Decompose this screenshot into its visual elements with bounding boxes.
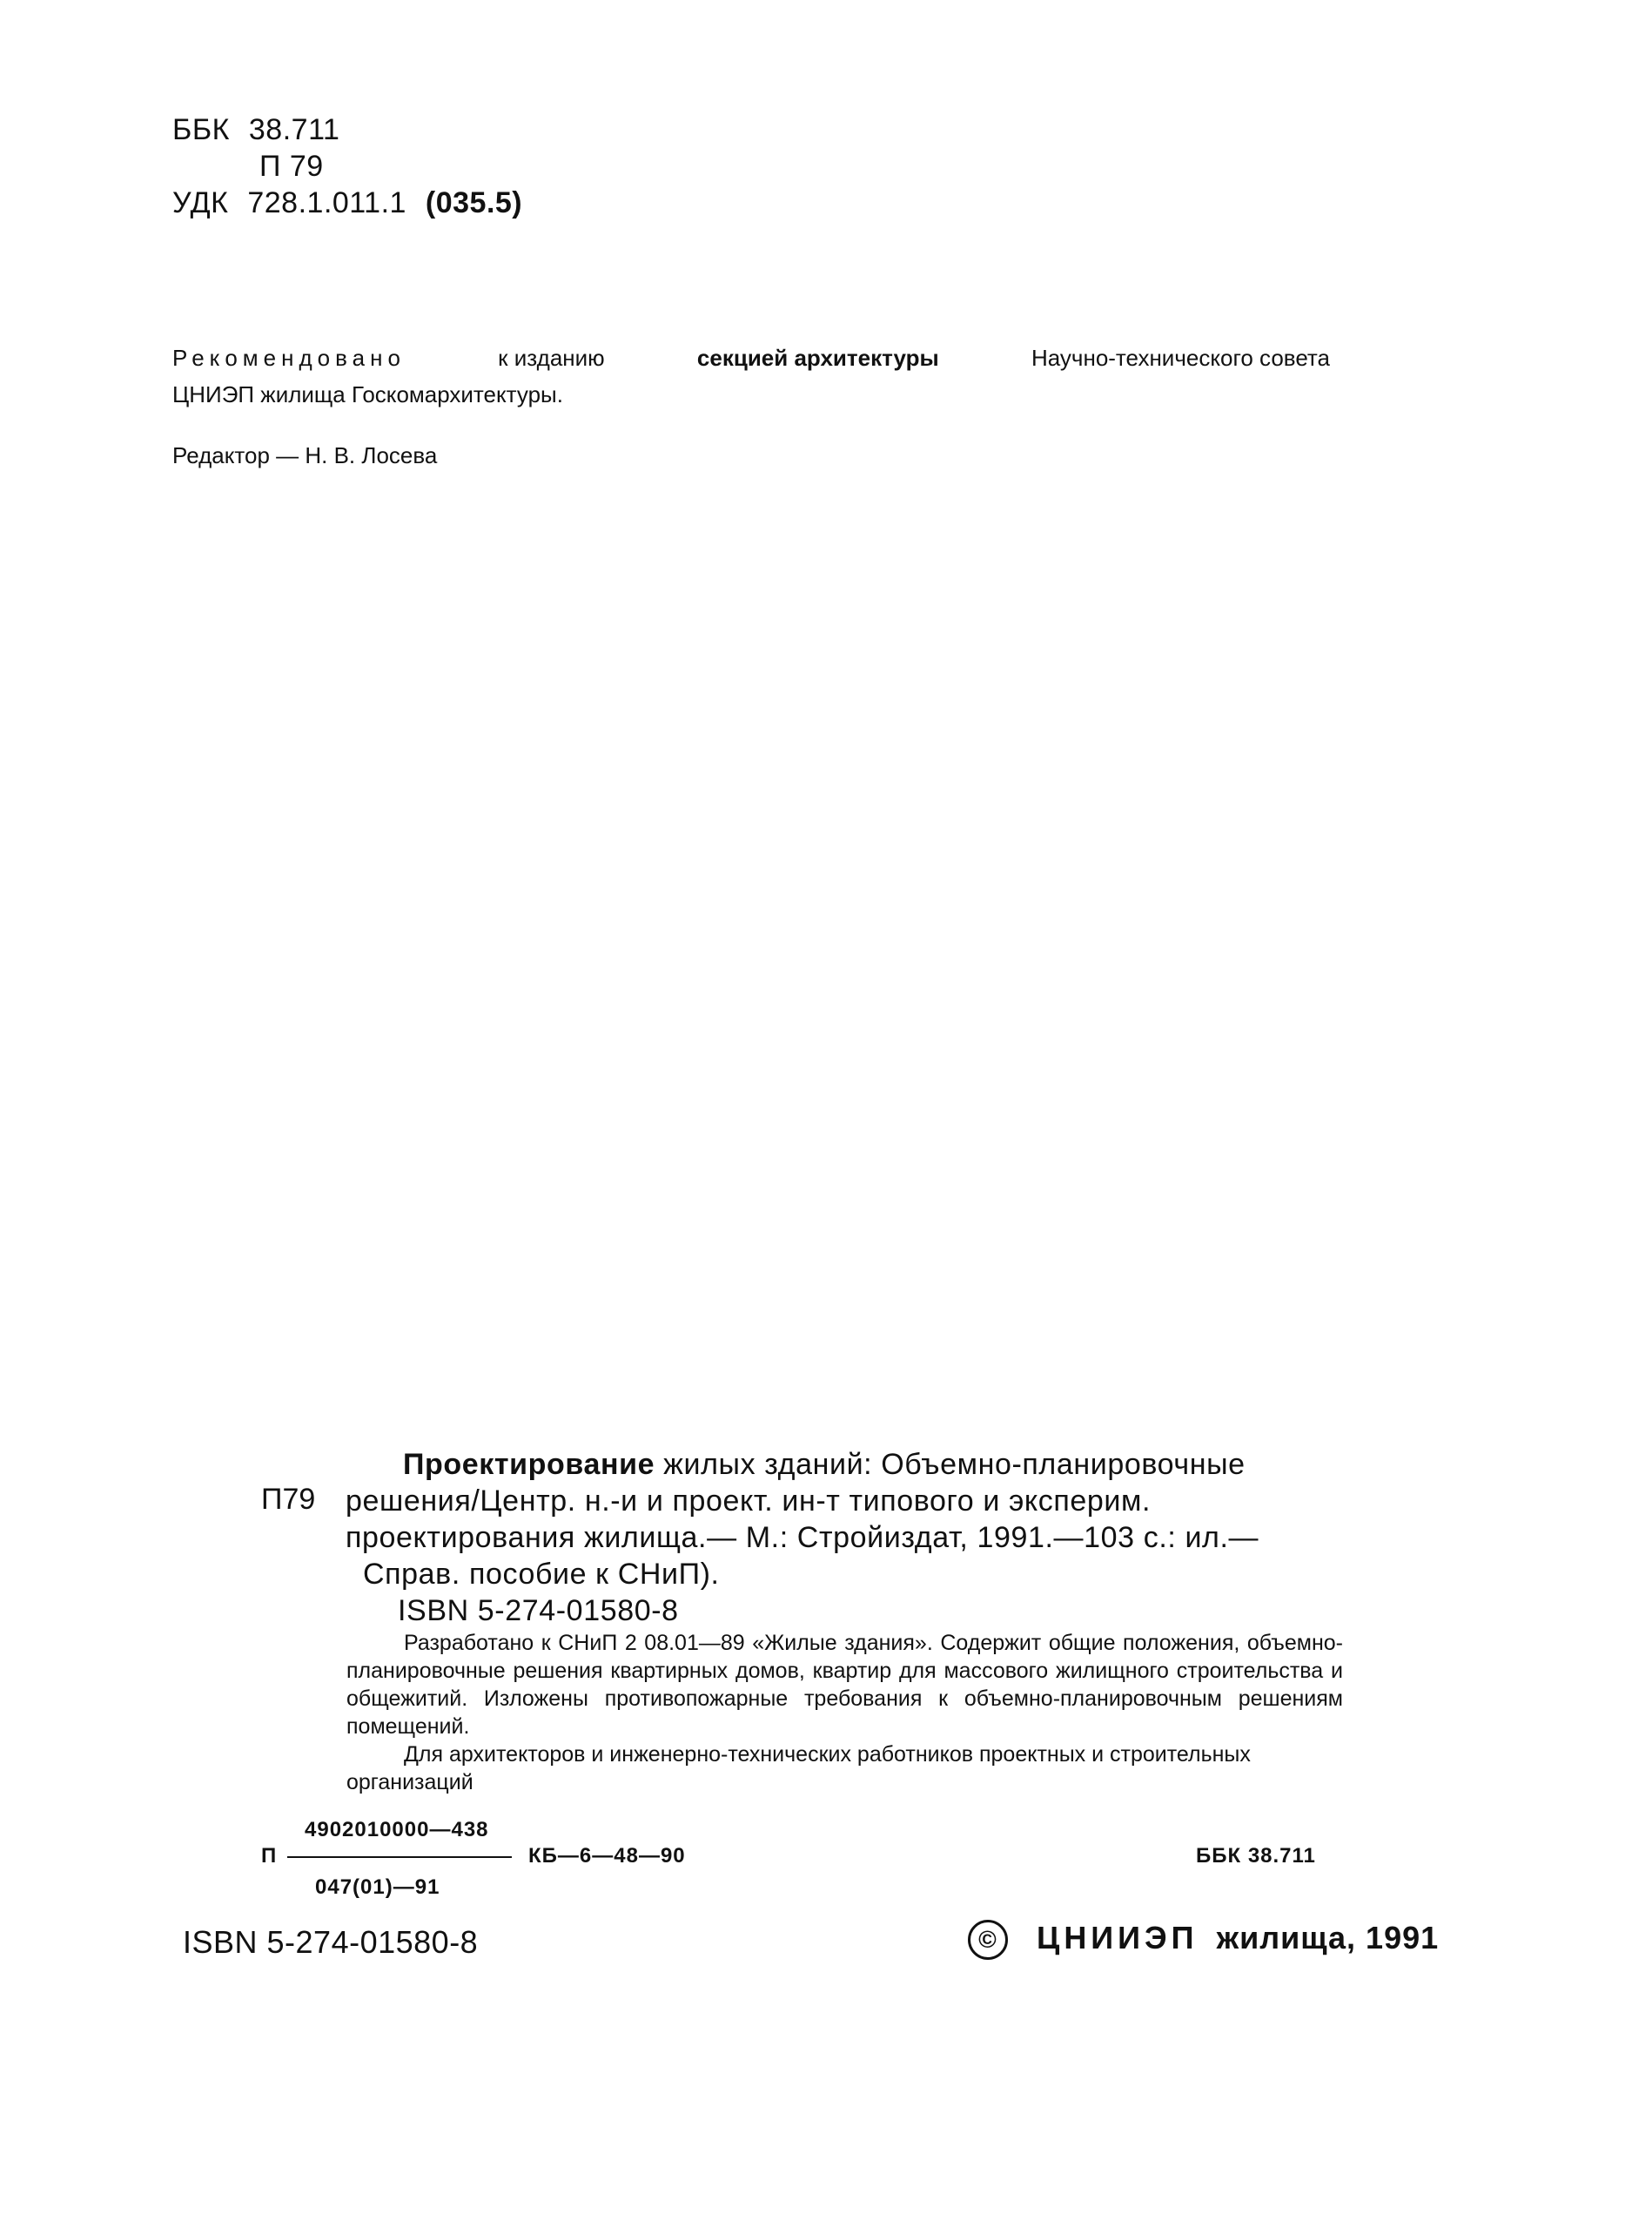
code-numerator: 4902010000—438: [305, 1818, 489, 1841]
footer-isbn: ISBN 5-274-01580-8: [183, 1924, 479, 1960]
recommendation: [172, 340, 1330, 413]
recommendation-line-2: ЦНИЭП жилища Госкомархитектуры.: [172, 381, 563, 407]
recommendation-text-2: Научно-технического совета: [1031, 345, 1330, 371]
recommendation-text-1: к изданию: [498, 345, 605, 371]
card-line-3: проектирования жилища.— М.: Стройиздат, 1991.—103 с.: ил.—: [346, 1521, 1259, 1554]
bbk-code: 38.711: [248, 113, 340, 146]
card-line-1: [346, 1446, 1259, 1483]
card-description: [346, 1446, 1259, 1629]
card-isbn: ISBN 5-274-01580-8: [398, 1594, 679, 1627]
recommendation-line-1: [172, 340, 1330, 376]
classification-block: [172, 111, 522, 221]
copyright-rest: жилища, 1991: [1216, 1920, 1440, 1955]
annotation-para-2: Для архитекторов и инженерно-технических работников проектных и строительных организаций: [346, 1742, 1251, 1794]
call-number-line: [172, 148, 522, 185]
call-number: П 79: [259, 150, 324, 183]
copyright-org: ЦНИИЭП: [1037, 1920, 1199, 1955]
bbk-label: ББК: [172, 113, 230, 146]
udk-label: УДК: [172, 186, 229, 219]
card-line-2: решения/Центр. н.-и и проект. ин-т типового и эксперим.: [346, 1484, 1152, 1518]
annotation: [346, 1629, 1343, 1796]
udk-line: [172, 185, 522, 221]
recommendation-bold: секцией архитектуры: [696, 345, 939, 371]
card-call-number: П79: [261, 1483, 316, 1516]
recommendation-word: Рекомендовано: [172, 345, 406, 371]
annotation-para-1: Разработано к СНиП 2 08.01—89 «Жилые здания». Содержит общие положения, объемно-планировочные решения квартирных домов, квартир для массового жилищного строительства и общежитий. Изложены противопожарные требования к объемно-планировочным решениям помещений.: [346, 1631, 1343, 1739]
editor-credit: Редактор — Н. В. Лосева: [172, 442, 438, 468]
bbk-line: [172, 111, 522, 148]
code-prefix: П: [261, 1844, 278, 1868]
code-fraction-rule: [287, 1856, 512, 1858]
card-title-rest: жилых зданий: Объемно-планировочные: [663, 1448, 1246, 1481]
udk-code: 728.1.011.1: [247, 186, 406, 219]
code-kb: КБ—6—48—90: [528, 1844, 686, 1868]
card-line-4: Справ. пособие к СНиП).: [363, 1558, 720, 1591]
code-denominator: 047(01)—91: [315, 1875, 440, 1899]
code-bbk-right: ББК 38.711: [1196, 1844, 1316, 1868]
footer-copyright: [968, 1920, 1439, 1960]
card-title: Проектирование: [403, 1448, 655, 1481]
udk-form: (035.5): [425, 186, 523, 219]
copyright-icon: ©: [968, 1920, 1008, 1960]
